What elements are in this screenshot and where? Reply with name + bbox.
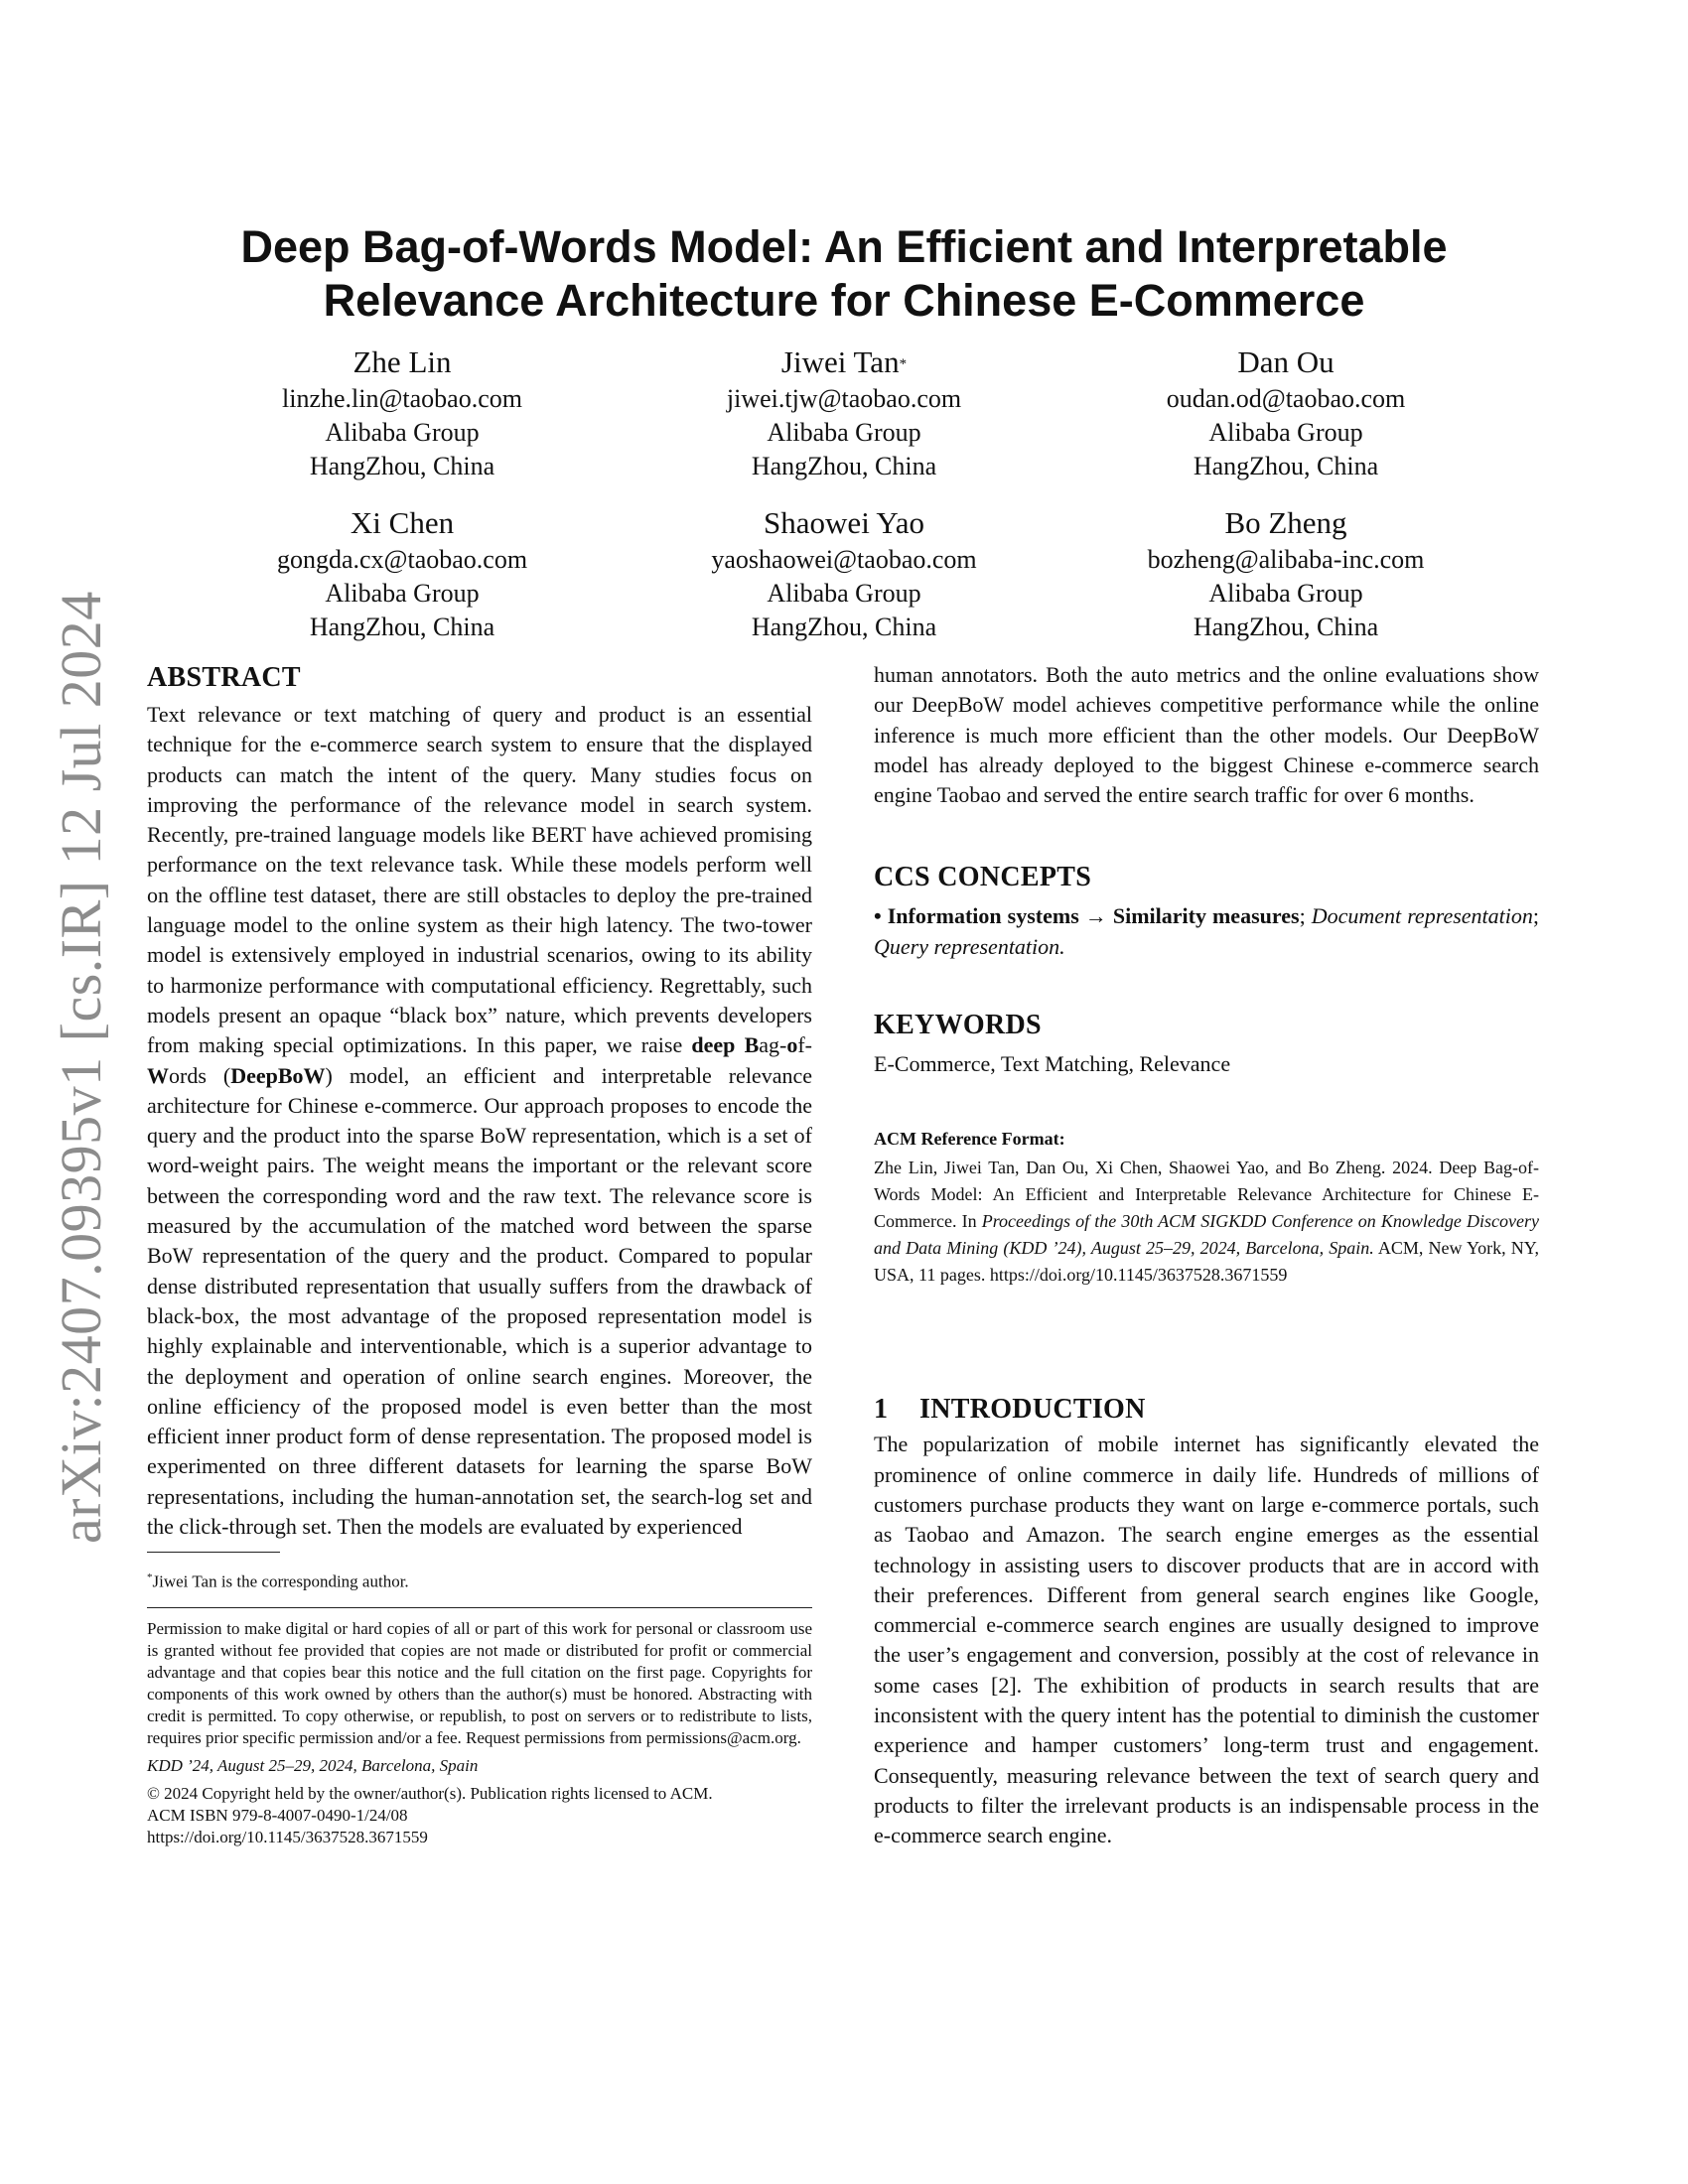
keywords-list: E-Commerce, Text Matching, Relevance: [874, 1051, 1231, 1077]
footnote-text: Jiwei Tan is the corresponding author.: [152, 1571, 409, 1591]
acm-isbn: ACM ISBN 979-8-4007-0490-1/24/08: [147, 1805, 408, 1825]
title-line-2: Relevance Architecture for Chinese E-Commerce: [323, 275, 1365, 326]
author-name: Shaowei Yao: [764, 505, 924, 540]
left-column: [147, 660, 812, 1848]
author-org: Alibaba Group: [1208, 579, 1363, 608]
author-email: oudan.od@taobao.com: [1166, 384, 1406, 413]
author-email: gongda.cx@taobao.com: [276, 545, 528, 574]
permission-notice: Permission to make digital or hard copies of all or part of this work for personal or classroom use is granted without fee provided that copies are not made or distributed for profit or commercial advantage and that copies bear this notice and the full citation on the first page. Copyrights for components of this work owned by others than the author(s) must be honored. Abstracting with credit is permitted. To copy otherwise, or republish, to post on servers or to redistribute to lists, requires prior specific permission and/or a fee. Request permissions from permissions@acm.org.: [147, 1618, 812, 1747]
ccs-concept: Query representation.: [874, 933, 1065, 959]
author-card: [204, 342, 601, 483]
abstract-text: ) model, an efficient and interpretable relevance architecture for Chinese e-commerce. Our approach proposes to encode the query and the product into the sparse BoW representation, which is a set of word-weight pairs. The weight means the important or the relevant score between the corresponding word and the raw text. The relevance score is measured by the accumulation of the matched word between the sparse BoW representation of the query and the product. Compared to popular dense distributed representation that usually suffers from the drawback of black-box, the most advantage of the proposed representation model is highly explainable and interventionable, which is a superior advantage to the deployment and operation of online search engines. Moreover, the online efficiency of the proposed model is even better than the most efficient inner product form of dense representation. The proposed model is experimented on three different datasets for learning the sparse BoW representations, including the human-annotation set, the search-log set and the click-through set. Then the models are evaluated by experienced: [147, 1062, 812, 1540]
ccs-heading: CCS CONCEPTS: [874, 862, 1092, 893]
author-marker: *: [899, 356, 908, 372]
author-name: Dan Ou: [1237, 344, 1335, 379]
author-card: [1087, 342, 1484, 483]
author-email: yaoshaowei@taobao.com: [711, 545, 977, 574]
abstract-text: Text relevance or text matching of query and product is an essential technique for the e-commerce search system to ensure that the displayed products can match the intent of the query. Many studies focus on improving the performance of the relevance model in search system. Recently, pre-trained language models like BERT have achieved promising performance on the text relevance task. While these models perform well on the offline test dataset, there are still obstacles to deploy the pre-trained language model to the online system as their high latency. The two-tower model is extensively employed in industrial scenarios, owing to its ability to harmonize performance with computational efficiency. Regrettably, such models present an opaque “black box” nature, which prevents developers from making special optimizations. In this paper, we raise: [147, 702, 812, 1058]
paper-title: [149, 220, 1539, 328]
author-email: bozheng@alibaba-inc.com: [1147, 545, 1425, 574]
right-column: [874, 660, 1539, 1851]
author-org: Alibaba Group: [767, 579, 921, 608]
section-title: INTRODUCTION: [919, 1394, 1146, 1426]
author-row-2: [149, 503, 1539, 644]
corresponding-author-footnote: [147, 1567, 812, 1593]
author-location: HangZhou, China: [309, 452, 495, 480]
model-name-part: f-: [797, 1032, 812, 1058]
author-block: [149, 342, 1539, 664]
section-number: 1: [874, 1394, 889, 1426]
author-email: jiwei.tjw@taobao.com: [726, 384, 962, 413]
author-org: Alibaba Group: [325, 579, 480, 608]
introduction-heading: [874, 1392, 1539, 1428]
copyright-notice: © 2024 Copyright held by the owner/author(s). Publication rights licensed to ACM.: [147, 1783, 713, 1803]
author-card: [204, 503, 601, 644]
model-name-part: ag-: [759, 1032, 787, 1058]
model-name-part: B: [744, 1032, 760, 1058]
acm-reference-heading: ACM Reference Format:: [874, 1129, 1065, 1150]
author-name: Jiwei Tan: [780, 344, 900, 379]
author-name: Zhe Lin: [352, 344, 452, 379]
ccs-separator: ;: [1299, 903, 1312, 929]
author-org: Alibaba Group: [1208, 418, 1363, 447]
author-card: [645, 503, 1043, 644]
model-name-abbrev: DeepBoW: [230, 1062, 326, 1088]
author-email: linzhe.lin@taobao.com: [282, 384, 522, 413]
author-location: HangZhou, China: [1193, 452, 1379, 480]
acm-reference-text: [874, 1155, 1539, 1289]
author-card: [1087, 503, 1484, 644]
ccs-primary: • Information systems → Similarity measures: [874, 903, 1300, 929]
conference-venue: KDD ’24, August 25–29, 2024, Barcelona, Spain: [147, 1755, 479, 1775]
author-location: HangZhou, China: [1193, 613, 1379, 641]
abstract-heading: ABSTRACT: [147, 662, 301, 693]
author-name: Bo Zheng: [1224, 505, 1347, 540]
ccs-concepts: [874, 901, 1539, 962]
author-location: HangZhou, China: [751, 613, 937, 641]
abstract-continued: human annotators. Both the auto metrics and the online evaluations show our DeepBoW model achieves competitive performance while the online inference is much more efficient than the other models. Our DeepBoW model has already deployed to the biggest Chinese e-commerce search engine Taobao and served the entire search traffic for over 6 months.: [874, 662, 1539, 808]
ccs-concept: Document representation: [1311, 903, 1533, 929]
abstract-body: [147, 700, 812, 1542]
author-location: HangZhou, China: [309, 613, 495, 641]
introduction-body: The popularization of mobile internet has significantly elevated the prominence of online commerce in daily life. Hundreds of millions of customers purchase products they want on large e-commerce portals, such as Taobao and Amazon. The search engine emerges as the essential technology in assisting users to discover products that are in accord with their preferences. Different from general search engines like Google, commercial e-commerce search engines are usually designed to improve the user’s engagement and conversion, possibly at the cost of relevance in some cases [2]. The exhibition of products in search results that are inconsistent with the query intent has the potential to diminish the customer experience and hamper customers’ long-term trust and engagement. Consequently, measuring relevance between the text of search query and products to filter the irrelevant products is an indispensable process in the e-commerce search engine.: [874, 1432, 1539, 1848]
footnote-rule: [147, 1552, 280, 1553]
reference-proceedings: Proceedings of the 30th ACM SIGKDD Conference on Knowledge Discovery and Data Mining (KDD ’24), August 25–29, 2024, Barcelona, Spain.: [874, 1211, 1539, 1259]
model-name-part: W: [147, 1062, 169, 1088]
model-name-part: deep: [691, 1032, 745, 1058]
ccs-separator: ;: [1532, 903, 1539, 929]
author-row-1: [149, 342, 1539, 483]
arxiv-identifier: arXiv:2407.09395v1 [cs.IR] 12 Jul 2024: [49, 591, 113, 1544]
author-card: [645, 342, 1043, 483]
author-org: Alibaba Group: [767, 418, 921, 447]
model-name-part: ords (: [169, 1062, 231, 1088]
model-name-part: o: [786, 1032, 798, 1058]
keywords-heading: KEYWORDS: [874, 1010, 1042, 1041]
doi-link[interactable]: https://doi.org/10.1145/3637528.3671559: [147, 1827, 428, 1846]
title-line-1: Deep Bag-of-Words Model: An Efficient and Interpretable: [240, 221, 1448, 272]
reference-text: Zhe Lin, Jiwei Tan, Dan Ou, Xi Chen, Shaowei Yao, and Bo Zheng. 2024. Deep Bag-of-Words Model: An Efficient and Interpretable Relevance Architecture for Chinese E-Commerce. In: [874, 1158, 1539, 1232]
author-org: Alibaba Group: [325, 418, 480, 447]
author-location: HangZhou, China: [751, 452, 937, 480]
reference-text: ACM, New York, NY, USA, 11 pages. https://doi.org/10.1145/3637528.3671559: [874, 1238, 1539, 1286]
permission-rule: [147, 1607, 812, 1608]
footnote-marker: *: [147, 1571, 153, 1584]
author-name: Xi Chen: [350, 505, 455, 540]
